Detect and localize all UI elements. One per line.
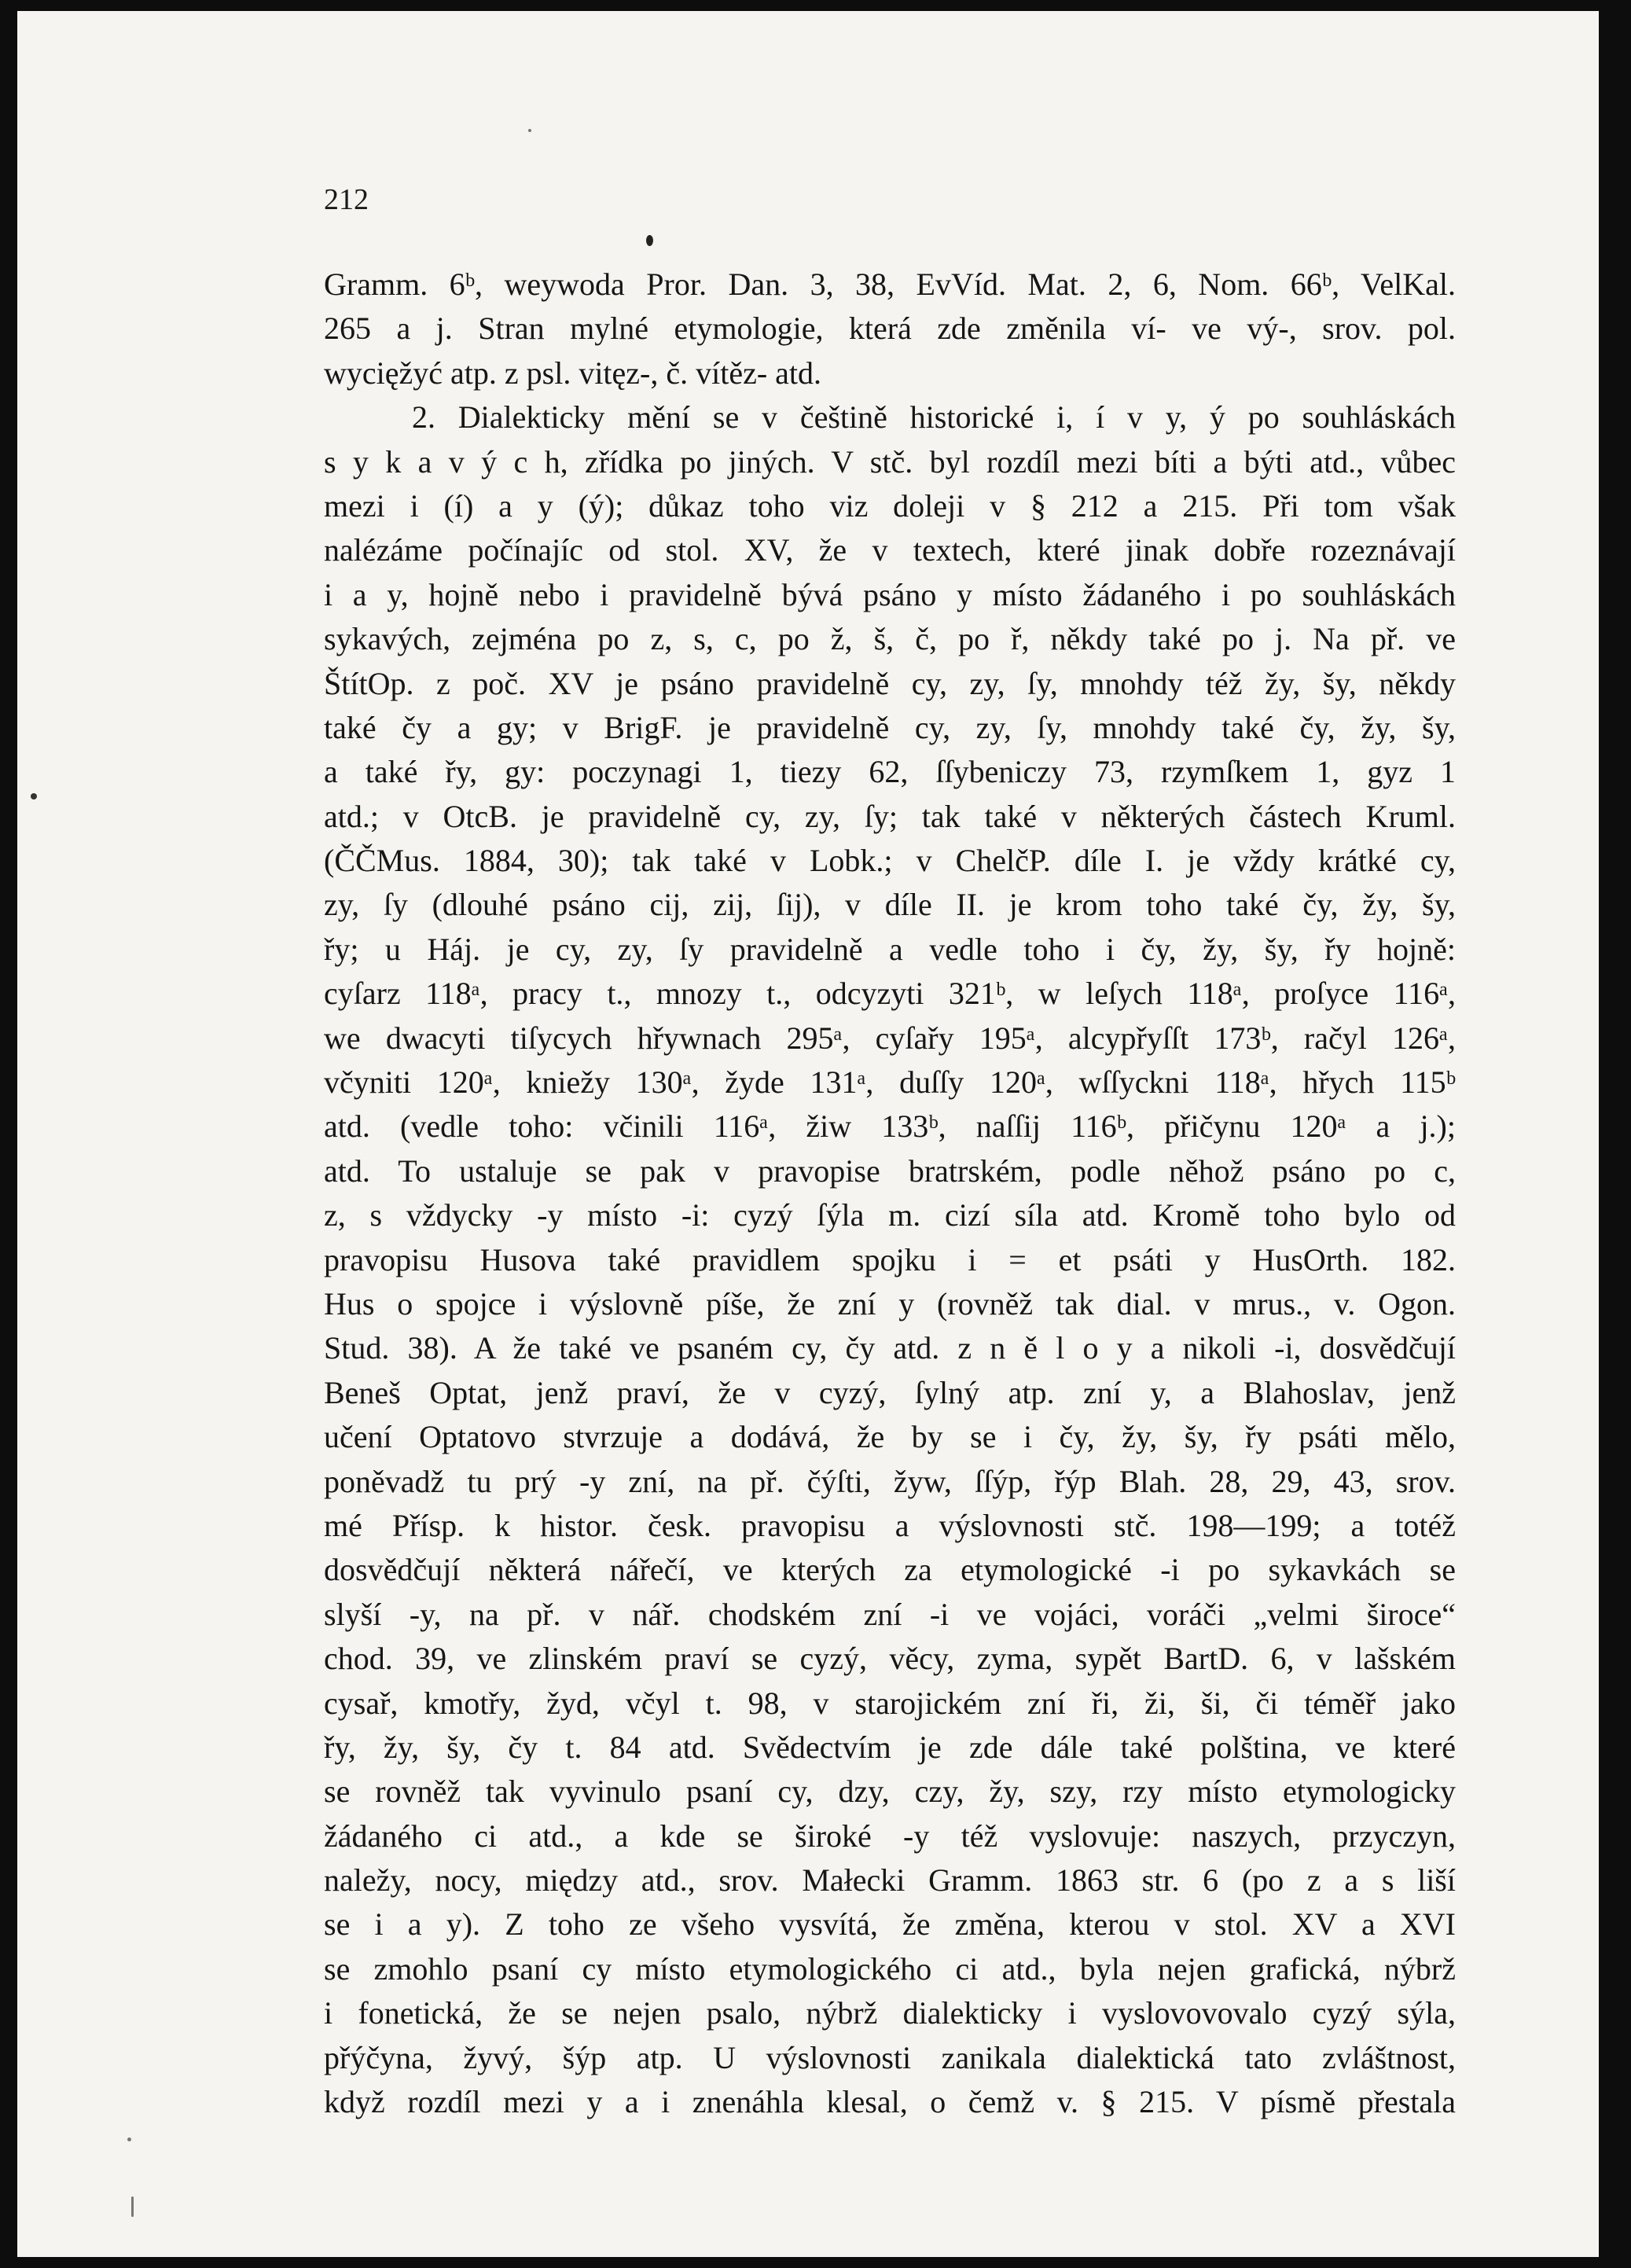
scan-speck	[131, 2196, 134, 2217]
text-line: atd. To ustaluje se pak v pravopise bratrském, podle něhož psáno po c,	[324, 1152, 1456, 1189]
text-line: se zmohlo psaní cy místo etymologického ci atd., byla nejen grafická, nýbrž	[324, 1950, 1456, 1987]
body-text	[324, 263, 1456, 2124]
text-line: učení Optatovo stvrzuje a dodává, že by se i čy, žy, šy, řy psáti mělo,	[324, 1419, 1456, 1455]
text-line: we dwacyti tiſycych hřywnach 295ᵃ, cyſařy 195ᵃ, alcypřyſſt 173ᵇ, račyl 126ᵃ,	[324, 1020, 1456, 1056]
paragraph-start-line: 2. Dialekticky mění se v češtině historické i, í v y, ý po souhláskách	[412, 399, 1456, 436]
scan-speck	[127, 2138, 131, 2141]
text-line: i fonetická, že se nejen psalo, nýbrž dialekticky i vyslovovovalo cyzý sýla,	[324, 1995, 1456, 2031]
text-line: atd.; v OtcB. je pravidelně cy, zy, ſy; tak také v některých částech Kruml.	[324, 798, 1456, 834]
text-line: z, s vždycky -y místo -i: cyzý ſýla m. cizí síla atd. Kromě toho bylo od	[324, 1197, 1456, 1233]
text-line: atd. (vedle toho: včinili 116ᵃ, žiw 133ᵇ, naſſij 116ᵇ, přičynu 120ᵃ a j.);	[324, 1108, 1456, 1145]
text-line: wycięžyć atp. z psl. vitęz-, č. vítěz- atd.	[324, 355, 822, 391]
text-line: i a y, hojně nebo i pravidelně bývá psáno y místo žádaného i po souhláskách	[324, 576, 1456, 612]
text-line: pravopisu Husova také pravidlem spojku i = et psáti y HusOrth. 182.	[324, 1241, 1456, 1277]
text-line: naležy, nocy, między atd., srov. Małecki Gramm. 1863 str. 6 (po z a s liší	[324, 1862, 1456, 1899]
text-line: poněvadž tu prý -y zní, na př. čýſti, žyw, ſſýp, řýp Blah. 28, 29, 43, srov.	[324, 1463, 1456, 1499]
book-page	[17, 11, 1599, 2257]
text-line: Gramm. 6ᵇ, weywoda Pror. Dan. 3, 38, EvVíd. Mat. 2, 6, Nom. 66ᵇ, VelKal.	[324, 266, 1456, 302]
text-line: s y k a v ý c h, zřídka po jiných. V stč. byl rozdíl mezi bíti a býti atd., vůbec	[324, 443, 1456, 480]
text-line: přýčyna, žyvý, šýp atp. U výslovnosti zanikala dialektická tato zvláštnost,	[324, 2039, 1456, 2075]
text-line: nalézáme počínajíc od stol. XV, že v textech, které jinak dobře rozeznávají	[324, 532, 1456, 568]
page-number: 212	[324, 183, 369, 216]
text-line: cyſarz 118ᵃ, pracy t., mnozy t., odcyzyti 321ᵇ, w leſych 118ᵃ, proſyce 116ᵃ,	[324, 976, 1456, 1012]
text-line: také čy a gy; v BrigF. je pravidelně cy, zy, ſy, mnohdy také čy, žy, šy,	[324, 709, 1456, 745]
text-line: zy, ſy (dlouhé psáno cij, zij, ſij), v díle II. je krom toho také čy, žy, šy,	[324, 887, 1456, 923]
scan-speck	[646, 235, 653, 246]
text-line: mé Přísp. k histor. česk. pravopisu a výslovnosti stč. 198—199; a totéž	[324, 1507, 1456, 1543]
text-line: se i a y). Z toho ze všeho vysvítá, že změna, kterou v stol. XV a XVI	[324, 1906, 1456, 1943]
scan-speck	[31, 793, 37, 799]
text-line: dosvědčují některá nářečí, ve kterých za etymologické -i po sykavkách se	[324, 1552, 1456, 1588]
text-line: se rovněž tak vyvinulo psaní cy, dzy, czy, žy, szy, rzy místo etymologicky	[324, 1774, 1456, 1810]
text-line: Stud. 38). A že také ve psaném cy, čy atd. z n ě l o y a nikoli -i, dosvědčují	[324, 1330, 1456, 1366]
text-line: Beneš Optat, jenž praví, že v cyzý, ſylný atp. zní y, a Blahoslav, jenž	[324, 1374, 1456, 1410]
text-line: 265 a j. Stran mylné etymologie, která zde změnila ví- ve vý-, srov. pol.	[324, 311, 1456, 347]
text-line: řy; u Háj. je cy, zy, ſy pravidelně a vedle toho i čy, žy, šy, řy hojně:	[324, 931, 1456, 967]
text-line: chod. 39, ve zlinském praví se cyzý, věcy, zyma, sypět BartD. 6, v lašském	[324, 1641, 1456, 1677]
text-line: včyniti 120ᵃ, kniežy 130ᵃ, žyde 131ᵃ, duſſy 120ᵃ, wſſyckni 118ᵃ, hřych 115ᵇ	[324, 1064, 1456, 1101]
text-line: žádaného ci atd., a kde se široké -y též vyslovuje: naszych, przyczyn,	[324, 1818, 1456, 1854]
text-line: když rozdíl mezi y a i znenáhla klesal, o čemž v. § 215. V písmě přestala	[324, 2084, 1456, 2120]
text-line: řy, žy, šy, čy t. 84 atd. Svědectvím je zde dále také polština, ve které	[324, 1729, 1456, 1765]
text-line: ŠtítOp. z poč. XV je psáno pravidelně cy, zy, ſy, mnohdy též žy, šy, někdy	[324, 665, 1456, 701]
text-line: a také řy, gy: poczynagi 1, tiezy 62, ſſybeniczy 73, rzymſkem 1, gyz 1	[324, 754, 1456, 790]
text-line: Hus o spojce i výslovně píše, že zní y (rovněž tak dial. v mrus., v. Ogon.	[324, 1285, 1456, 1321]
text-line: sykavých, zejména po z, s, c, po ž, š, č, po ř, někdy také po j. Na př. ve	[324, 621, 1456, 657]
text-line: slyší -y, na př. v nář. chodském zní -i ve vojáci, voráči „velmi široce“	[324, 1596, 1456, 1632]
text-line: mezi i (í) a y (ý); důkaz toho viz doleji v § 212 a 215. Při tom však	[324, 487, 1456, 524]
scan-speck	[528, 129, 531, 132]
text-line: (ČČMus. 1884, 30); tak také v Lobk.; v ChelčP. díle I. je vždy krátké cy,	[324, 843, 1456, 879]
text-line: cysař, kmotřy, žyd, včyl t. 98, v starojickém zní ři, ži, ši, či téměř jako	[324, 1685, 1456, 1721]
